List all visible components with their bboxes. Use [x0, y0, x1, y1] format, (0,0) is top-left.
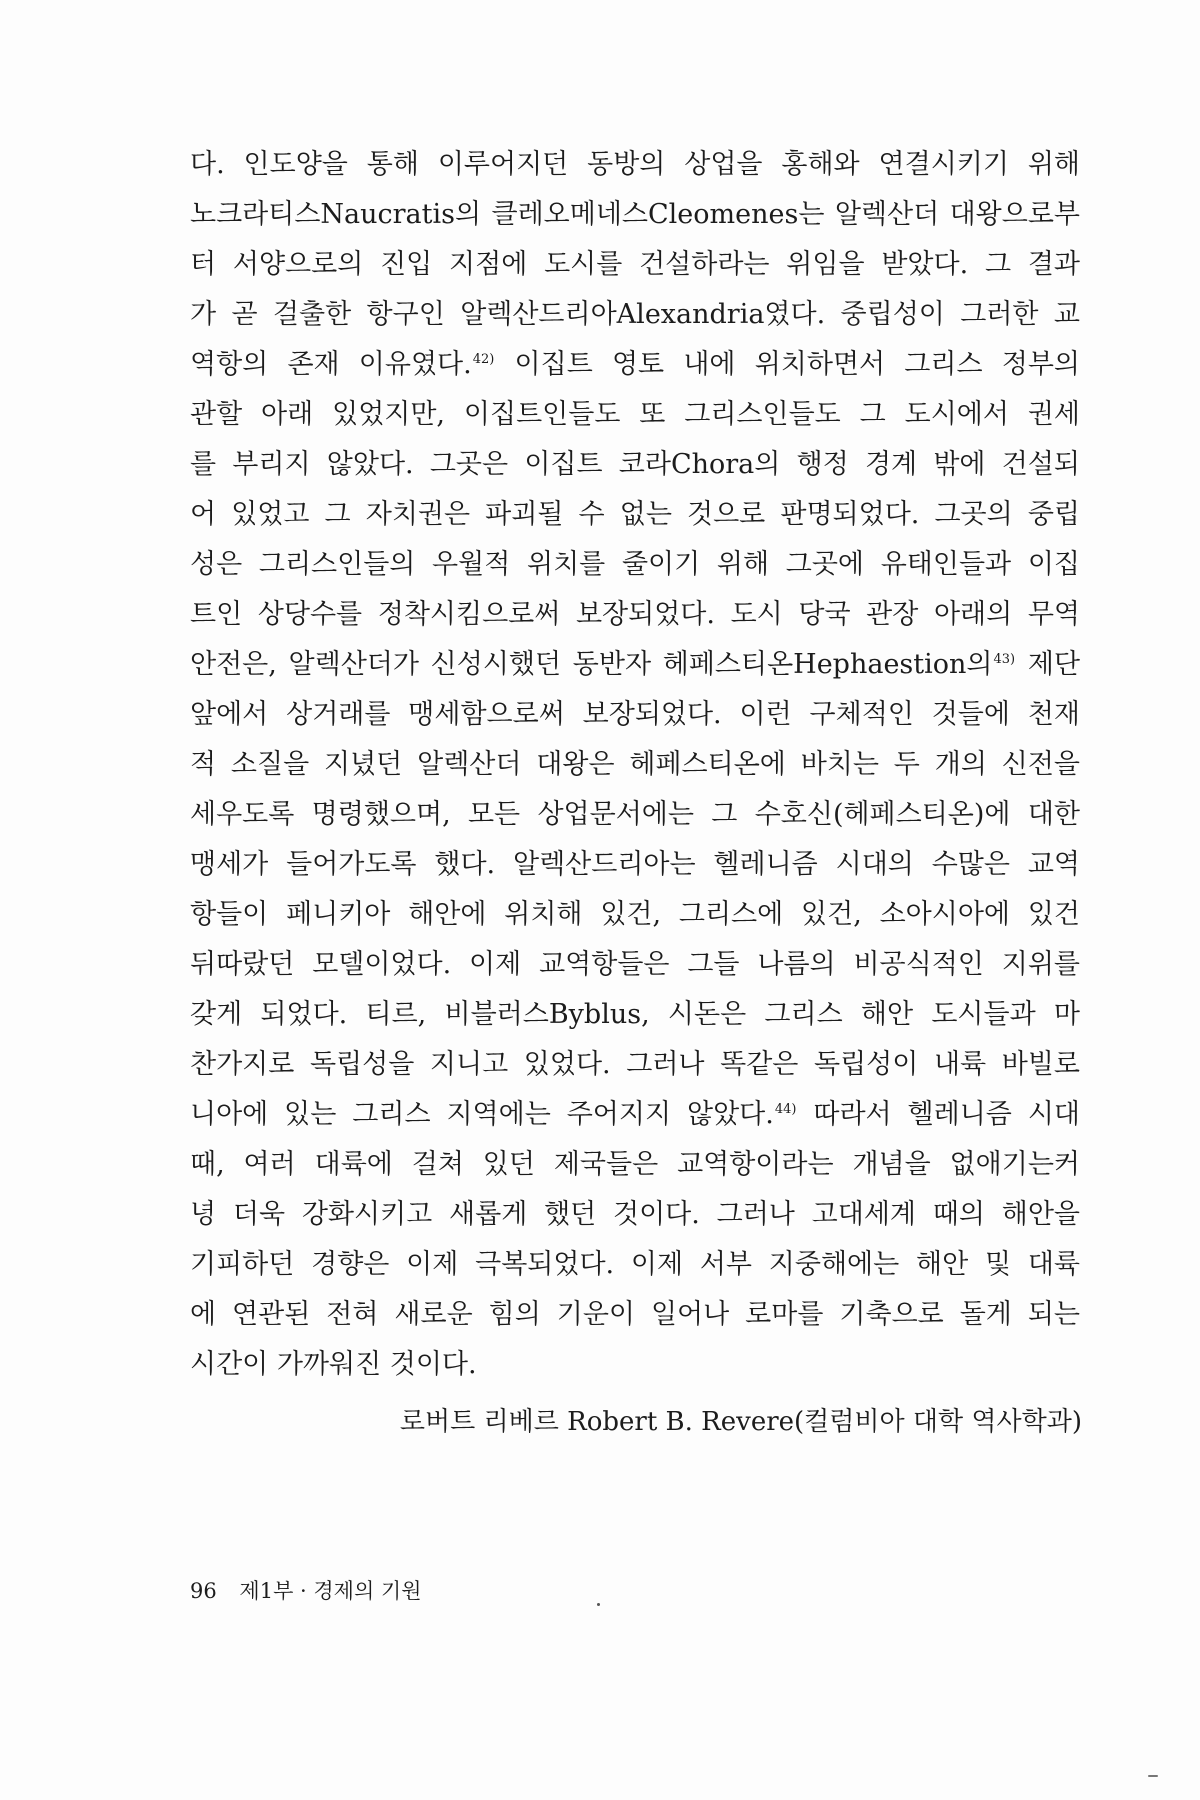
- text-segment: 역항의 존재 이유였다.: [190, 349, 472, 380]
- scan-speck: [1148, 1775, 1158, 1777]
- text-line: 적 소질을 지녔던 알렉산더 대왕은 헤페스티온에 바치는 두 개의 신전을: [190, 749, 1080, 780]
- text-line: 트인 상당수를 정착시킴으로써 보장되었다. 도시 당국 관장 아래의 무역: [190, 599, 1080, 630]
- text-line: 항들이 페니키아 해안에 위치해 있건, 그리스에 있건, 소아시아에 있건: [190, 899, 1080, 930]
- text-line: 성은 그리스인들의 우월적 위치를 줄이기 위해 그곳에 유태인들과 이집: [190, 549, 1080, 580]
- text-line: 노크라티스Naucratis의 클레오메네스Cleomenes는 알렉산더 대왕으로부: [190, 199, 1080, 230]
- text-line: 어 있었고 그 자치권은 파괴될 수 없는 것으로 판명되었다. 그곳의 중립: [190, 499, 1080, 530]
- body-paragraph: [190, 140, 1080, 1390]
- text-segment: 제단: [1016, 649, 1080, 680]
- text-segment: 안전은, 알렉산더가 신성시했던 동반자 헤페스티온Hephaestion의: [190, 649, 993, 680]
- section-title: 제1부 · 경제의 기원: [239, 1579, 422, 1603]
- text-line: 기피하던 경향은 이제 극복되었다. 이제 서부 지중해에는 해안 및 대륙: [190, 1249, 1080, 1280]
- text-line: 관할 아래 있었지만, 이집트인들도 또 그리스인들도 그 도시에서 권세: [190, 399, 1080, 430]
- text-line: [190, 1090, 1080, 1140]
- text-line: 다. 인도양을 통해 이루어지던 동방의 상업을 홍해와 연결시키기 위해: [190, 149, 1080, 180]
- text-line: [190, 640, 1080, 690]
- text-segment: 이집트 영토 내에 위치하면서 그리스 정부의: [495, 349, 1080, 380]
- footnote-marker: 44): [774, 1102, 797, 1117]
- text-line: 찬가지로 독립성을 지니고 있었다. 그러나 똑같은 독립성이 내륙 바빌로: [190, 1049, 1080, 1080]
- text-line: 맹세가 들어가도록 했다. 알렉산드리아는 헬레니즘 시대의 수많은 교역: [190, 849, 1080, 880]
- text-line: 뒤따랐던 모델이었다. 이제 교역항들은 그들 나름의 비공식적인 지위를: [190, 949, 1080, 980]
- text-segment: 니아에 있는 그리스 지역에는 주어지지 않았다.: [190, 1099, 774, 1130]
- page-number: 96: [190, 1579, 217, 1603]
- author-byline: 로버트 리베르 Robert B. Revere(컬럼비아 대학 역사학과): [399, 1407, 1082, 1437]
- footnote-marker: 43): [993, 652, 1016, 667]
- text-line: 터 서양으로의 진입 지점에 도시를 건설하라는 위임을 받았다. 그 결과: [190, 249, 1080, 280]
- text-line: 갖게 되었다. 티르, 비블러스Byblus, 시돈은 그리스 해안 도시들과 마: [190, 999, 1080, 1030]
- text-line: 시간이 가까워진 것이다.: [190, 1349, 477, 1380]
- text-line: 를 부리지 않았다. 그곳은 이집트 코라Chora의 행정 경계 밖에 건설되: [190, 449, 1080, 480]
- text-line: 녕 더욱 강화시키고 새롭게 했던 것이다. 그러나 고대세계 때의 해안을: [190, 1199, 1080, 1230]
- text-line: 세우도록 명령했으며, 모든 상업문서에는 그 수호신(헤페스티온)에 대한: [190, 799, 1080, 830]
- text-line: 앞에서 상거래를 맹세함으로써 보장되었다. 이런 구체적인 것들에 천재: [190, 699, 1080, 730]
- text-segment: 따라서 헬레니즘 시대: [797, 1099, 1080, 1130]
- text-line: 가 곧 걸출한 항구인 알렉산드리아Alexandria였다. 중립성이 그러한 교: [190, 299, 1080, 330]
- page-footer: [190, 1576, 422, 1606]
- text-line: [190, 340, 1080, 390]
- text-line: 때, 여러 대륙에 걸쳐 있던 제국들은 교역항이라는 개념을 없애기는커: [190, 1149, 1080, 1180]
- footnote-marker: 42): [472, 352, 495, 367]
- scan-speck: [597, 1603, 600, 1606]
- text-line: 에 연관된 전혀 새로운 힘의 기운이 일어나 로마를 기축으로 돌게 되는: [190, 1299, 1080, 1330]
